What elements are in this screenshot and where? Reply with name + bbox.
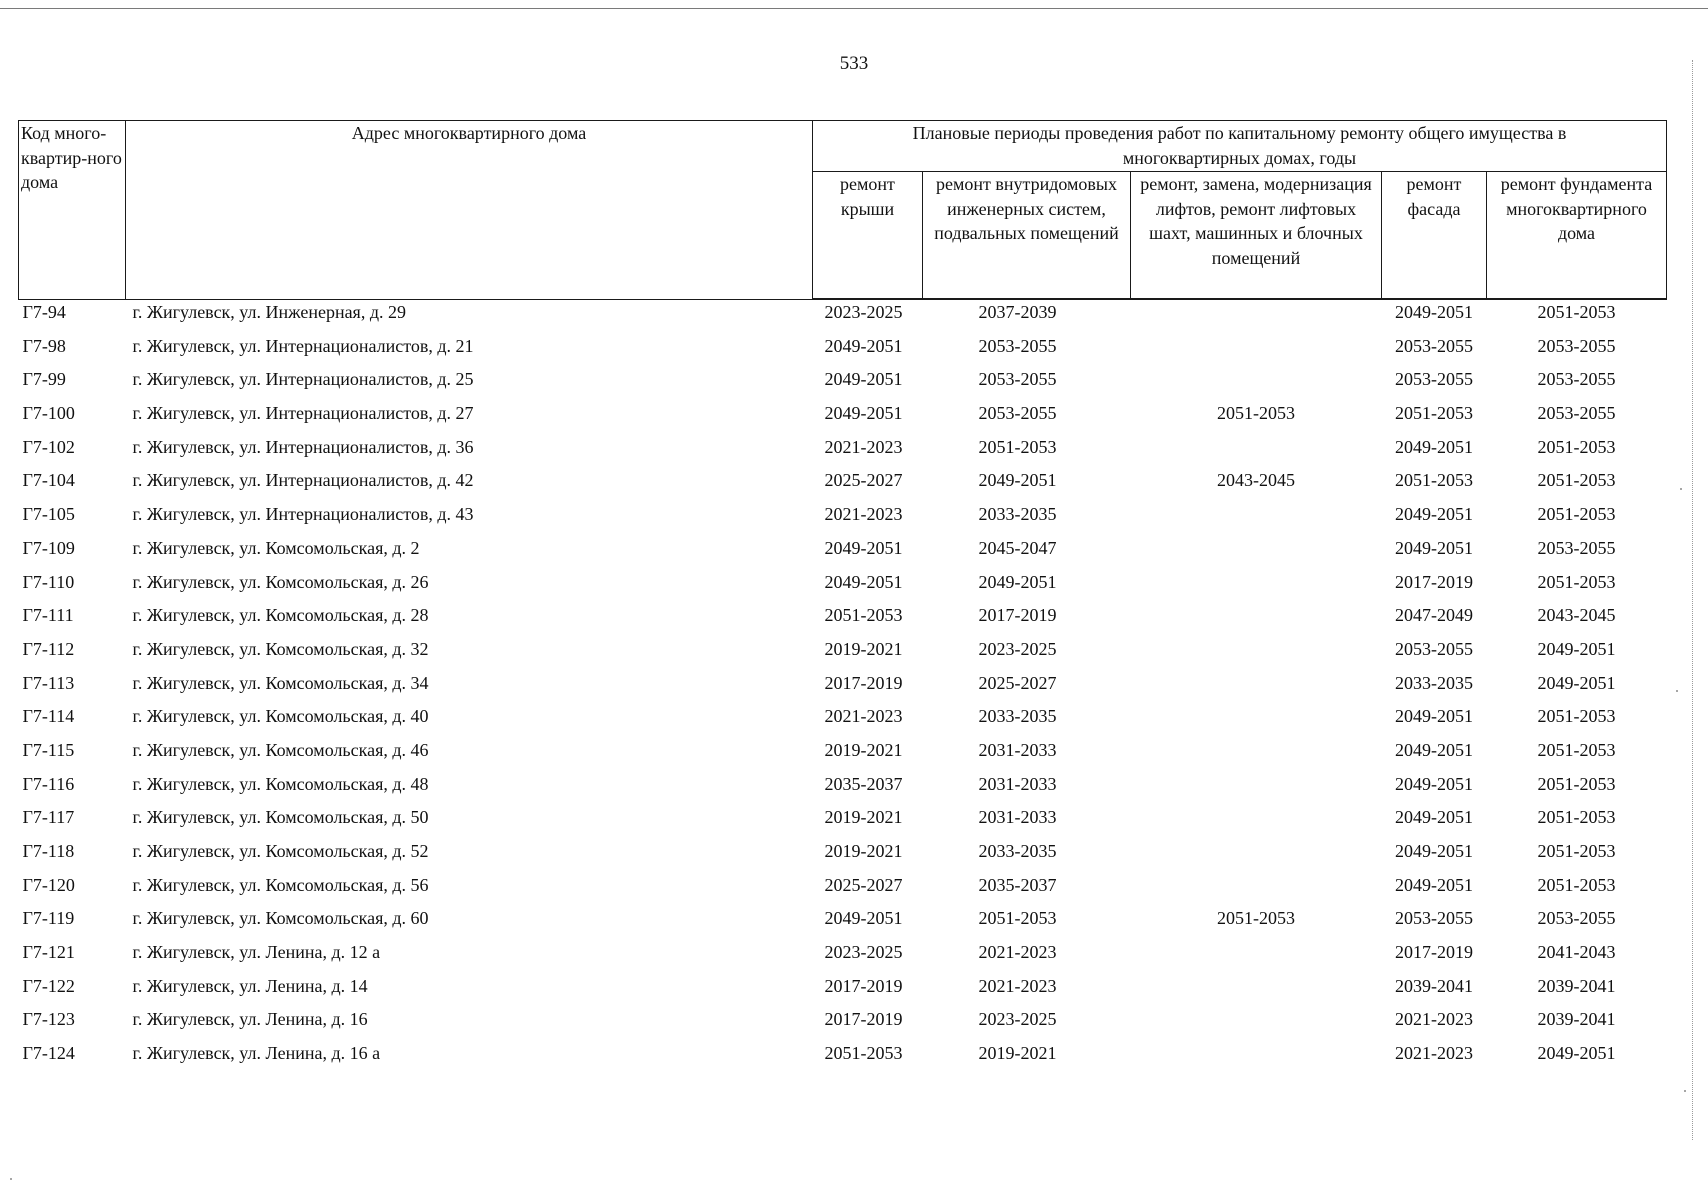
cell-engineering: 2035-2037 [978,874,1057,895]
cell-foundation: 2051-2053 [1537,571,1616,592]
header-foundation: ремонт фундамента многоквартирного дома [1487,172,1667,300]
cell-elevators [1131,1041,1382,1075]
cell-elevators [1131,637,1382,671]
cell-address: г. Жигулевск, ул. Комсомольская, д. 56 [132,874,429,895]
cell-facade: 2049-2051 [1395,773,1473,794]
cell-address: г. Жигулевск, ул. Интернационалистов, д. 27 [132,403,474,424]
cell-code: Г7-113 [22,672,75,693]
cell-code: Г7-99 [22,369,66,390]
cell-facade: 2049-2051 [1395,537,1473,558]
cell-address: г. Жигулевск, ул. Интернационалистов, д. 42 [132,470,474,491]
cell-engineering: 2021-2023 [978,942,1057,963]
cell-facade: 2053-2055 [1395,369,1473,390]
cell-elevators [1131,671,1382,705]
cell-code: Г7-118 [22,841,75,861]
cell-address: г. Жигулевск, ул. Ленина, д. 14 [132,975,368,996]
cell-elevators [1131,299,1382,334]
header-facade: ремонт фасада [1382,172,1487,300]
cell-roof: 2019-2021 [824,841,903,861]
page-number: 533 [839,53,869,74]
cell-roof: 2023-2025 [824,302,903,322]
cell-elevators [1131,570,1382,604]
cell-elevators [1131,805,1382,839]
cell-engineering: 2019-2021 [978,1043,1057,1064]
table-row [19,873,1667,907]
table-header [19,121,1667,300]
cell-engineering: 2033-2035 [978,706,1057,727]
cell-roof: 2035-2037 [824,773,903,794]
table-row [19,772,1667,806]
header-engineering: ремонт внутридомовых инженерных систем, подвальных помещений [923,172,1131,300]
cell-code: Г7-124 [22,1043,75,1064]
cell-code: Г7-100 [22,403,75,424]
table-row [19,1007,1667,1041]
scan-speck [1684,1090,1686,1092]
cell-code: Г7-98 [22,335,66,356]
cell-roof: 2049-2051 [824,571,903,592]
cell-address: г. Жигулевск, ул. Комсомольская, д. 34 [132,672,429,693]
cell-address: г. Жигулевск, ул. Комсомольская, д. 52 [132,841,429,861]
cell-engineering: 2037-2039 [978,302,1057,322]
cell-code: Г7-111 [22,605,74,626]
scan-speck [1680,488,1682,490]
cell-foundation: 2053-2055 [1537,369,1616,390]
cell-code: Г7-105 [22,504,75,525]
cell-engineering: 2031-2033 [978,773,1057,794]
cell-engineering: 2023-2025 [978,1009,1057,1030]
cell-foundation: 2041-2043 [1537,942,1616,963]
cell-engineering: 2051-2053 [978,908,1057,929]
cell-address: г. Жигулевск, ул. Интернационалистов, д. 36 [132,436,474,457]
table-row [19,906,1667,940]
cell-engineering: 2053-2055 [978,403,1057,424]
cell-roof: 2019-2021 [824,638,903,659]
table-row [19,671,1667,705]
cell-roof: 2017-2019 [824,672,903,693]
cell-engineering: 2045-2047 [978,537,1057,558]
cell-address: г. Жигулевск, ул. Интернационалистов, д. 25 [132,369,474,390]
header-address: Адрес многоквартирного дома [126,121,813,300]
cell-address: г. Жигулевск, ул. Интернационалистов, д. 43 [132,504,474,525]
cell-facade: 2049-2051 [1395,302,1473,322]
cell-foundation: 2051-2053 [1537,470,1616,491]
cell-elevators [1131,502,1382,536]
cell-address: г. Жигулевск, ул. Ленина, д. 16 а [132,1043,381,1064]
cell-address: г. Жигулевск, ул. Ленина, д. 16 [132,1009,368,1030]
cell-elevators [1131,1007,1382,1041]
table-row [19,367,1667,401]
cell-foundation: 2051-2053 [1537,807,1616,828]
cell-facade: 2049-2051 [1395,841,1473,861]
table-row [19,738,1667,772]
cell-foundation: 2053-2055 [1537,403,1616,424]
cell-facade: 2049-2051 [1395,504,1473,525]
cell-engineering: 2023-2025 [978,638,1057,659]
table-row [19,805,1667,839]
cell-code: Г7-110 [22,571,75,592]
cell-roof: 2049-2051 [824,537,903,558]
cell-address: г. Жигулевск, ул. Инженерная, д. 29 [132,301,406,322]
cell-facade: 2021-2023 [1395,1009,1473,1030]
cell-foundation: 2049-2051 [1537,638,1616,659]
cell-facade: 2049-2051 [1395,739,1473,760]
cell-roof: 2023-2025 [824,942,903,963]
table-row [19,299,1667,334]
cell-address: г. Жигулевск, ул. Комсомольская, д. 48 [132,773,429,794]
cell-foundation: 2051-2053 [1537,504,1616,525]
cell-engineering: 2049-2051 [978,470,1057,491]
cell-facade: 2033-2035 [1395,672,1473,693]
cell-code: Г7-102 [22,436,75,457]
cell-engineering: 2051-2053 [978,436,1057,457]
scan-speck [1676,690,1678,692]
table-row [19,536,1667,570]
cell-engineering: 2025-2027 [978,672,1057,693]
table-row [19,603,1667,637]
cell-code: Г7-114 [22,706,75,727]
cell-code: Г7-115 [22,739,75,760]
cell-roof: 2051-2053 [824,605,903,626]
cell-elevators [1131,772,1382,806]
cell-code: Г7-109 [22,537,75,558]
table-row [19,1041,1667,1075]
cell-code: Г7-117 [22,807,75,828]
cell-code: Г7-112 [22,638,75,659]
cell-address: г. Жигулевск, ул. Ленина, д. 12 а [132,942,381,963]
cell-code: Г7-123 [22,1009,75,1030]
cell-facade: 2051-2053 [1395,403,1473,424]
header-elevators: ремонт, замена, модернизация лифтов, ремонт лифтовых шахт, машинных и блочных помещений [1131,172,1382,300]
cell-roof: 2017-2019 [824,975,903,996]
scan-border-line [0,8,1708,9]
cell-facade: 2049-2051 [1395,807,1473,828]
table-body [19,299,1667,1075]
cell-elevators [1131,536,1382,570]
cell-foundation: 2051-2053 [1537,302,1616,322]
cell-elevators [1131,839,1382,873]
cell-roof: 2021-2023 [824,436,903,457]
cell-facade: 2051-2053 [1395,470,1473,491]
scan-edge-marks [1692,60,1693,1140]
cell-foundation: 2039-2041 [1537,975,1616,996]
cell-engineering: 2049-2051 [978,571,1057,592]
cell-foundation: 2051-2053 [1537,773,1616,794]
table-row [19,401,1667,435]
cell-facade: 2017-2019 [1395,942,1473,963]
cell-roof: 2025-2027 [824,470,903,491]
cell-foundation: 2051-2053 [1537,436,1616,457]
cell-code: Г7-120 [22,874,75,895]
cell-engineering: 2053-2055 [978,369,1057,390]
cell-engineering: 2021-2023 [978,975,1057,996]
cell-foundation: 2039-2041 [1537,1009,1616,1030]
cell-facade: 2053-2055 [1395,908,1473,929]
cell-address: г. Жигулевск, ул. Комсомольская, д. 50 [132,807,429,828]
cell-address: г. Жигулевск, ул. Комсомольская, д. 40 [132,706,429,727]
repair-schedule-table [18,120,1667,1075]
cell-facade: 2017-2019 [1395,571,1473,592]
cell-facade: 2049-2051 [1395,874,1473,895]
cell-elevators [1131,704,1382,738]
table-row [19,704,1667,738]
table-row [19,974,1667,1008]
cell-elevators [1131,334,1382,368]
cell-foundation: 2051-2053 [1537,706,1616,727]
cell-elevators [1131,873,1382,907]
cell-roof: 2049-2051 [824,908,903,929]
cell-foundation: 2051-2053 [1537,841,1616,861]
cell-code: Г7-122 [22,975,75,996]
cell-elevators [1131,435,1382,469]
cell-engineering: 2033-2035 [978,504,1057,525]
cell-roof: 2049-2051 [824,335,903,356]
cell-elevators: 2043-2045 [1217,470,1295,491]
cell-code: Г7-116 [22,773,75,794]
cell-facade: 2049-2051 [1395,706,1473,727]
cell-roof: 2049-2051 [824,403,903,424]
cell-elevators [1131,940,1382,974]
table-row [19,435,1667,469]
header-periods: Плановые периоды проведения работ по капитальному ремонту общего имущества в многоквартирных домах, годы [813,121,1667,172]
cell-code: Г7-104 [22,470,75,491]
cell-code: Г7-119 [22,908,75,929]
cell-engineering: 2031-2033 [978,807,1057,828]
cell-address: г. Жигулевск, ул. Интернационалистов, д. 21 [132,335,474,356]
cell-foundation: 2049-2051 [1537,1043,1616,1064]
cell-engineering: 2033-2035 [978,841,1057,861]
table-row [19,940,1667,974]
table-row [19,502,1667,536]
cell-roof: 2025-2027 [824,874,903,895]
cell-roof: 2021-2023 [824,706,903,727]
cell-address: г. Жигулевск, ул. Комсомольская, д. 2 [132,537,420,558]
cell-foundation: 2053-2055 [1537,908,1616,929]
table-row [19,570,1667,604]
cell-elevators [1131,974,1382,1008]
cell-elevators [1131,367,1382,401]
cell-facade: 2047-2049 [1395,605,1473,626]
cell-elevators: 2051-2053 [1217,403,1295,424]
cell-facade: 2039-2041 [1395,975,1473,996]
table-row [19,334,1667,368]
cell-address: г. Жигулевск, ул. Комсомольская, д. 28 [132,605,429,626]
cell-engineering: 2053-2055 [978,335,1057,356]
cell-foundation: 2043-2045 [1537,605,1616,626]
cell-roof: 2019-2021 [824,807,903,828]
cell-roof: 2049-2051 [824,369,903,390]
cell-roof: 2017-2019 [824,1009,903,1030]
cell-engineering: 2017-2019 [978,605,1057,626]
cell-elevators [1131,738,1382,772]
cell-roof: 2019-2021 [824,739,903,760]
cell-address: г. Жигулевск, ул. Комсомольская, д. 26 [132,571,429,592]
cell-roof: 2021-2023 [824,504,903,525]
cell-facade: 2049-2051 [1395,436,1473,457]
cell-roof: 2051-2053 [824,1043,903,1064]
cell-elevators: 2051-2053 [1217,908,1295,929]
cell-facade: 2021-2023 [1395,1043,1473,1064]
cell-foundation: 2051-2053 [1537,874,1616,895]
cell-foundation: 2053-2055 [1537,537,1616,558]
header-roof: ремонт крыши [813,172,923,300]
cell-facade: 2053-2055 [1395,335,1473,356]
cell-address: г. Жигулевск, ул. Комсомольская, д. 46 [132,739,429,760]
cell-address: г. Жигулевск, ул. Комсомольская, д. 32 [132,638,429,659]
cell-foundation: 2049-2051 [1537,672,1616,693]
scan-speck [10,1178,12,1180]
cell-engineering: 2031-2033 [978,739,1057,760]
cell-code: Г7-121 [22,942,75,963]
cell-code: Г7-94 [22,301,66,322]
header-code: Код много-квартир-ного дома [19,121,126,300]
cell-foundation: 2051-2053 [1537,739,1616,760]
table-row [19,839,1667,873]
cell-elevators [1131,603,1382,637]
cell-facade: 2053-2055 [1395,638,1473,659]
cell-address: г. Жигулевск, ул. Комсомольская, д. 60 [132,908,429,929]
table-row [19,468,1667,502]
table-row [19,637,1667,671]
cell-foundation: 2053-2055 [1537,335,1616,356]
